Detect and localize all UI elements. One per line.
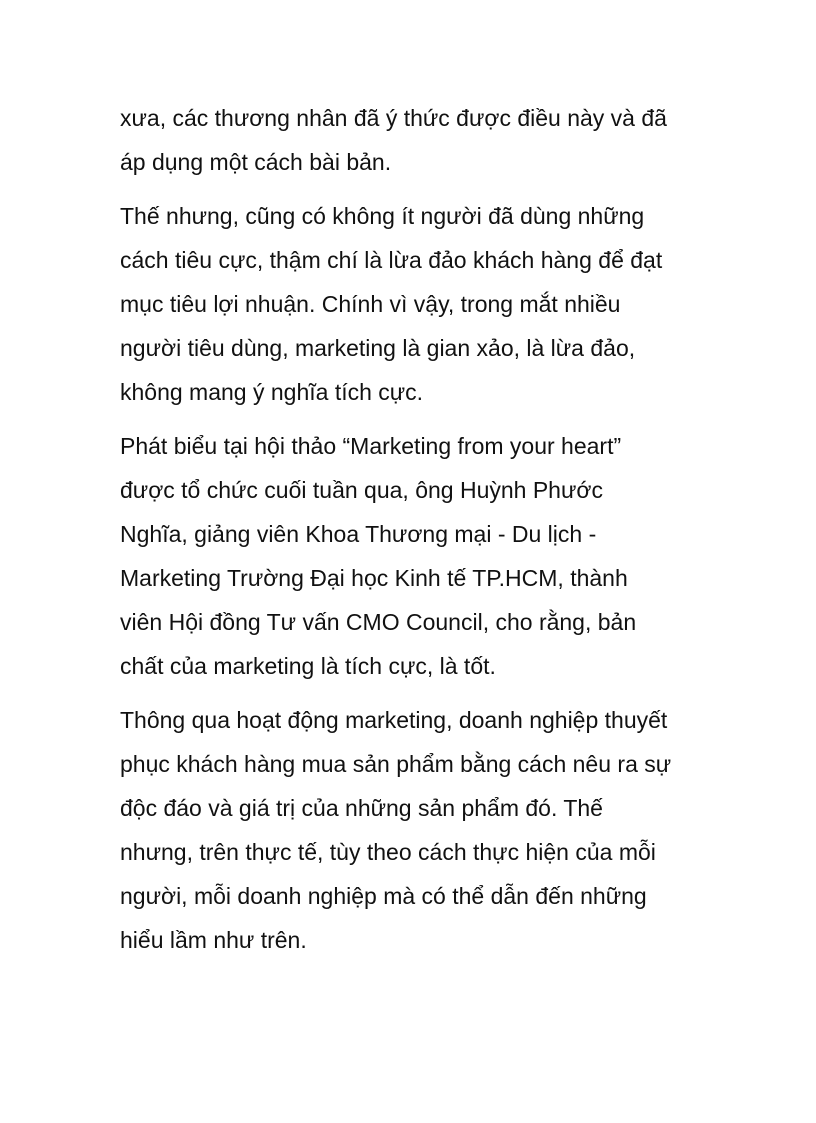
text-line: người, mỗi doanh nghiệp mà có thể dẫn đến những	[120, 883, 647, 909]
text-line: Nghĩa, giảng viên Khoa Thương mại - Du lịch -	[120, 521, 597, 547]
paragraph-1	[120, 96, 710, 184]
text-line: phục khách hàng mua sản phẩm bằng cách nêu ra sự	[120, 751, 672, 777]
text-line: xưa, các thương nhân đã ý thức được điều này và đã	[120, 105, 667, 131]
paragraph-2	[120, 194, 710, 414]
text-line: Phát biểu tại hội thảo “Marketing from your heart”	[120, 433, 622, 459]
paragraph-4	[120, 698, 710, 962]
text-line: không mang ý nghĩa tích cực.	[120, 379, 424, 405]
text-line: Thông qua hoạt động marketing, doanh nghiệp thuyết	[120, 707, 668, 733]
text-line: áp dụng một cách bài bản.	[120, 149, 392, 175]
text-line: độc đáo và giá trị của những sản phẩm đó. Thế	[120, 795, 603, 821]
document-body	[120, 96, 710, 972]
text-line: người tiêu dùng, marketing là gian xảo, là lừa đảo,	[120, 335, 636, 361]
text-line: Marketing Trường Đại học Kinh tế TP.HCM, thành	[120, 565, 628, 591]
text-line: Thế nhưng, cũng có không ít người đã dùng những	[120, 203, 645, 229]
text-line: chất của marketing là tích cực, là tốt.	[120, 653, 496, 679]
text-line: được tổ chức cuối tuần qua, ông Huỳnh Phước	[120, 477, 603, 503]
text-line: mục tiêu lợi nhuận. Chính vì vậy, trong mắt nhiều	[120, 291, 621, 317]
paragraph-3	[120, 424, 710, 688]
text-line: cách tiêu cực, thậm chí là lừa đảo khách hàng để đạt	[120, 247, 663, 273]
text-line: hiểu lầm như trên.	[120, 927, 307, 953]
text-line: nhưng, trên thực tế, tùy theo cách thực hiện của mỗi	[120, 839, 656, 865]
text-line: viên Hội đồng Tư vấn CMO Council, cho rằng, bản	[120, 609, 637, 635]
